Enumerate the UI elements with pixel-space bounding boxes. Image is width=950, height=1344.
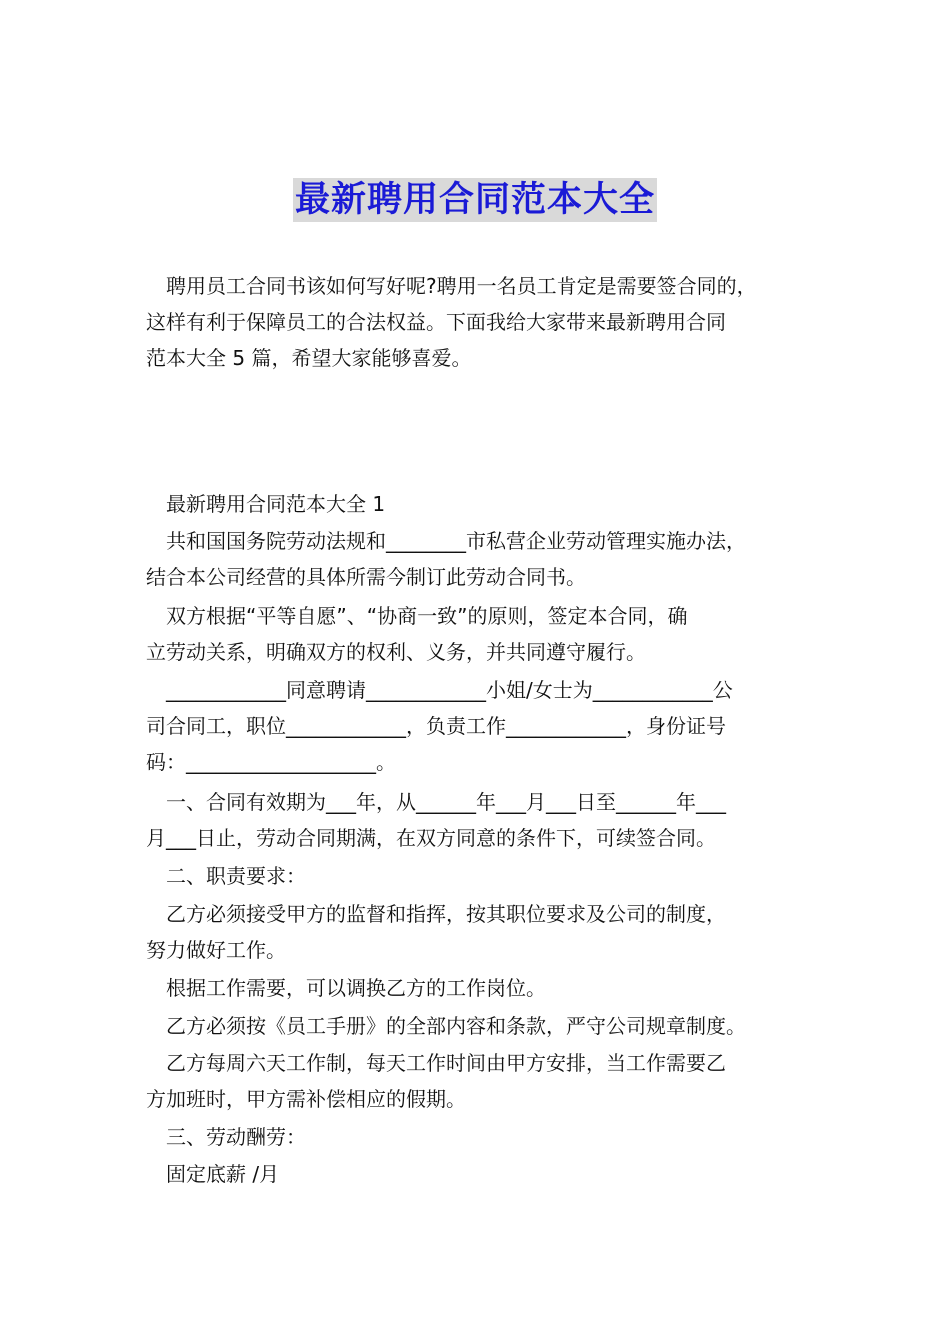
duties-1-line-2: 努力做好工作。 [146, 938, 286, 962]
clause-2-line-1: 双方根据“平等自愿”、“协商一致”的原则，签定本合同，确 [166, 604, 688, 628]
clause-1-line-1: 共和国国务院劳动法规和________市私营企业劳动管理实施办法， [166, 529, 746, 553]
section-heading-text: 最新聘用合同范本大全 1 [166, 492, 386, 516]
clause-2-paragraph [146, 598, 811, 670]
clause-3-paragraph [146, 672, 811, 780]
duties-3-paragraph [146, 1008, 811, 1044]
clause-2-line-2: 立劳动关系，明确双方的权利、义务，并共同遵守履行。 [146, 640, 646, 664]
duties-heading [146, 858, 811, 894]
duties-1-line-1: 乙方必须接受甲方的监督和指挥，按其职位要求及公司的制度， [166, 902, 726, 926]
intro-line-2: 这样有利于保障员工的合法权益。下面我给大家带来最新聘用合同 [146, 310, 726, 334]
section-heading [146, 486, 811, 522]
pay-heading [146, 1119, 811, 1155]
clause-1-paragraph [146, 523, 811, 595]
clause-4-line-2: 月___日止，劳动合同期满，在双方同意的条件下，可续签合同。 [146, 826, 716, 850]
duties-2-line: 根据工作需要，可以调换乙方的工作岗位。 [166, 976, 546, 1000]
clause-3-line-1: ____________同意聘请____________小姐/女士为____________公 [166, 678, 733, 702]
pay-1-line: 固定底薪 /月 [166, 1162, 280, 1186]
pay-heading-text: 三、劳动酬劳： [166, 1125, 306, 1149]
duties-4-line-2: 方加班时，甲方需补偿相应的假期。 [146, 1087, 466, 1111]
intro-paragraph [146, 268, 811, 376]
duties-4-line-1: 乙方每周六天工作制，每天工作时间由甲方安排，当工作需要乙 [166, 1051, 726, 1075]
clause-4-line-1: 一、合同有效期为___年，从______年___月___日至______年___ [166, 790, 726, 814]
document-title: 最新聘用合同范本大全 [294, 180, 655, 220]
duties-1-paragraph [146, 896, 811, 968]
duties-3-line: 乙方必须按《员工手册》的全部内容和条款，严守公司规章制度。 [166, 1014, 746, 1038]
duties-heading-text: 二、职责要求： [166, 864, 306, 888]
duties-4-paragraph [146, 1045, 811, 1117]
clause-4-paragraph [146, 784, 811, 856]
clause-3-line-2: 司合同工，职位____________，负责工作____________，身份证号 [146, 714, 726, 738]
duties-2-paragraph [146, 970, 811, 1006]
title-container [0, 178, 950, 222]
intro-line-1: 聘用员工合同书该如何写好呢?聘用一名员工肯定是需要签合同的， [166, 274, 757, 298]
intro-line-3: 范本大全 5 篇，希望大家能够喜爱。 [146, 346, 472, 370]
clause-1-line-2: 结合本公司经营的具体所需今制订此劳动合同书。 [146, 565, 586, 589]
pay-1-paragraph [146, 1156, 811, 1192]
clause-3-line-3: 码：___________________。 [146, 750, 396, 774]
